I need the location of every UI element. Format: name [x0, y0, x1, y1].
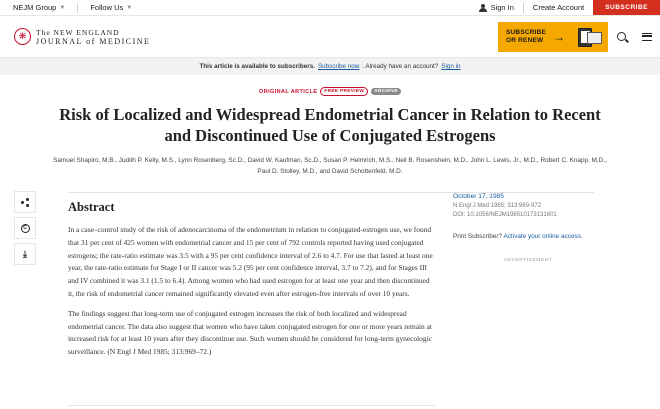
abstract-heading: Abstract: [68, 200, 115, 214]
abstract-paragraph: The findings suggest that long-term use of conjugated estrogen increases the risk of both localized and widespread endometrial cancer. The data also suggest that women who have taken conjugated estrogen for one or more years remain at increased risk for at least 10 years after they discontinue use. Such women should be considered for long-term gynecologic surveillance. (N Engl J Med 1985; 313:969–72.): [68, 308, 432, 357]
article-title: Risk of Localized and Widespread Endometrial Cancer in Relation to Recent and Discontinued Use of Conjugated Estrogens: [59, 105, 601, 145]
download-button[interactable]: [14, 243, 36, 265]
abstract-paragraph: In a case–control study of the risk of adenocarcinoma of the endometrium in relation to conjugated-estrogen use, we found that 31 per cent of 425 women with endometrial cancer and 15 per cent of 792 controls reported having used conjugated estrogens; the rate-ratio estimate was 3.5 with a 95 per cent confidence interval of 2.6 to 4.7. For use that lasted at least one year, the rate-ratio estimate for Stage I or II cancer was 5.2 (95 per cent confidence interval, 3.7 to 7.2), and for Stages III and IV combined it was 3.1 (1.5 to 6.4). Among women who had used estrogen for at least one year and then discontinued it, the risk of endometrial cancer remained significantly elevated even after estrogen-free intervals of over 10 years.: [68, 225, 433, 298]
notice-sign-in-link[interactable]: Sign in: [441, 63, 461, 70]
print-subscriber-label: Print Subscriber?: [453, 233, 503, 240]
topbar-left: [0, 0, 144, 15]
share-button[interactable]: [14, 191, 36, 213]
monitor-icon: [587, 32, 602, 44]
follow-us-label: Follow Us: [90, 3, 124, 12]
sign-in-link[interactable]: [470, 3, 523, 12]
create-account-link[interactable]: Create Account: [532, 3, 585, 12]
doi[interactable]: DOI: 10.1056/NEJM198510173131601: [453, 212, 557, 218]
author-list[interactable]: Samuel Shapiro, M.B., Judith P. Kelly, M.S., Lynn Rosenberg, Sc.D., David W. Kaufman, Sc.D., Susan P. Helmrich, M.S., Neil B. Rosenshein, M.D., John L. Lewis, Jr., M.D., Robert C. Knapp, M.D., Paul D. Stolley, M.D., and David Schottenfeld, M.D.: [53, 157, 607, 175]
header-actions: [498, 16, 660, 57]
subscriber-notice: [0, 58, 660, 75]
download-icon: ⤓: [23, 249, 27, 259]
print-subscriber-prompt: [453, 233, 603, 240]
citation: N Engl J Med 1985; 313:969-972: [453, 203, 542, 209]
share-icon: [21, 198, 29, 207]
article-tools-rail: [14, 191, 36, 265]
hamburger-menu-icon: [642, 33, 652, 41]
promo-line2: OR RENEW: [506, 36, 544, 44]
logo-line2: JOURNAL of MEDICINE: [36, 36, 151, 46]
top-utility-bar: [0, 0, 660, 16]
logo-wordmark: [36, 28, 150, 46]
publication-date: October 17, 1985: [453, 193, 504, 200]
follow-us-menu[interactable]: [78, 0, 144, 15]
chevron-down-icon: ▼: [126, 4, 133, 11]
search-icon: [617, 32, 626, 41]
search-button[interactable]: [608, 16, 634, 57]
user-icon: [479, 4, 487, 12]
nejm-group-label: NEJM Group: [13, 3, 57, 12]
abstract-divider: [68, 405, 435, 406]
site-header: [0, 16, 660, 58]
arrow-right-icon: →: [553, 29, 566, 44]
activate-access-link[interactable]: Activate your online access.: [503, 233, 583, 240]
free-preview-badge: FREE PREVIEW: [320, 87, 368, 96]
promo-text: [506, 29, 546, 45]
logo-line1: The NEW ENGLAND: [36, 27, 120, 37]
abstract-section: [68, 200, 435, 366]
chevron-down-icon: ▼: [59, 4, 66, 11]
sign-in-label: Sign In: [490, 3, 514, 12]
devices-illustration-icon: [578, 26, 602, 48]
notice-middle: . Already have an account?: [362, 63, 439, 70]
article-kicker-row: [0, 87, 660, 96]
advertisement-label: ADVERTISEMENT: [503, 258, 553, 263]
article-sidebar: [453, 193, 603, 263]
nejm-group-menu[interactable]: [0, 0, 77, 15]
copyright-icon: C: [21, 224, 30, 233]
subscribe-button[interactable]: SUBSCRIBE: [593, 0, 660, 15]
subscribe-renew-promo[interactable]: [498, 22, 608, 52]
article-type: ORIGINAL ARTICLE: [259, 88, 318, 95]
notice-prefix: This article is available to subscribers.: [199, 63, 315, 70]
promo-line1: SUBSCRIBE: [506, 28, 547, 36]
nejm-logo[interactable]: [0, 28, 150, 46]
subscribe-now-link[interactable]: Subscribe now: [317, 63, 360, 70]
topbar-right: [470, 0, 660, 15]
menu-button[interactable]: [634, 16, 660, 57]
permissions-button[interactable]: [14, 217, 36, 239]
archive-badge: ARCHIVE: [371, 88, 401, 95]
nejm-seal-icon: ❋: [14, 28, 31, 45]
